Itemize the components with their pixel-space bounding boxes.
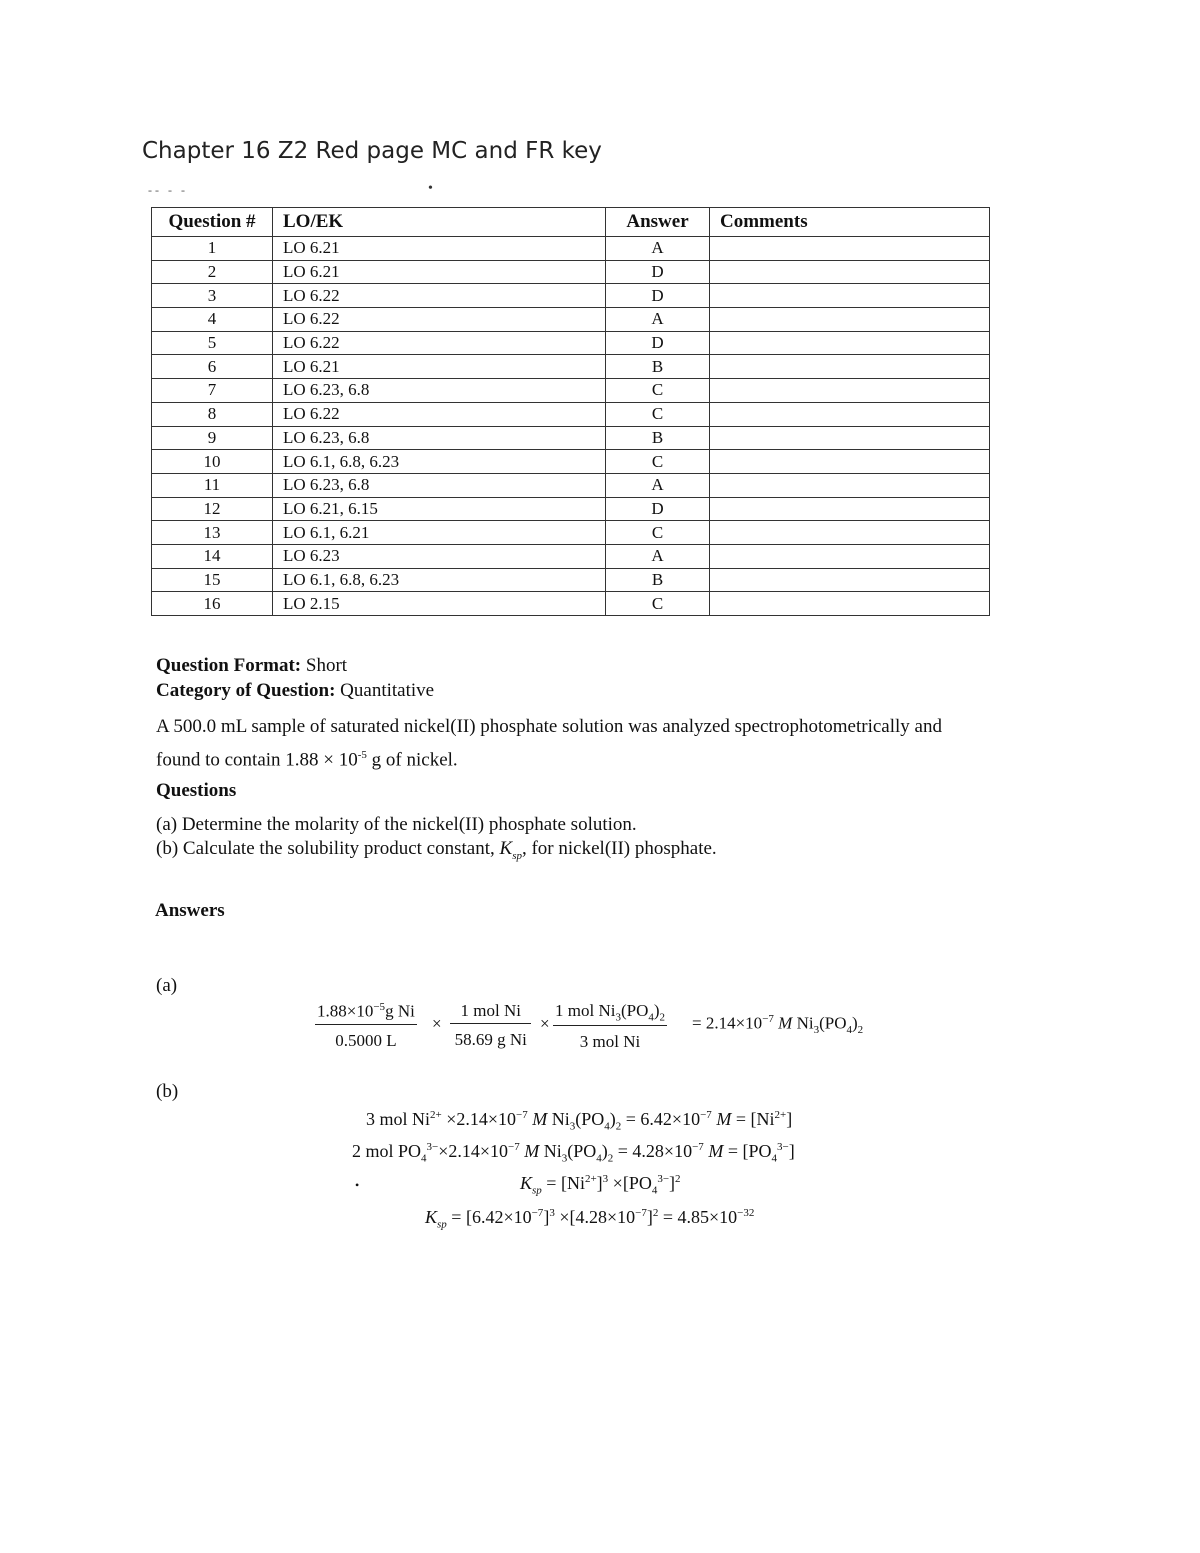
lo-ek-cell: LO 6.21	[273, 355, 606, 379]
header-answer: Answer	[606, 208, 710, 237]
question-number-cell: 11	[152, 473, 273, 497]
question-number-cell: 12	[152, 497, 273, 521]
equation-ni-conc: 3 mol $Ni^{2+} \times 2.14\times 10^{-7}$ M $Ni_3(PO_4)_2 = 6.42\times 10^{-7}$ $M = [Ni^{2+}]$	[366, 1109, 793, 1133]
question-format-value: Short	[305, 655, 348, 676]
table-row	[152, 426, 990, 450]
header-lo-ek: LO/EK	[273, 208, 606, 237]
question-number-cell: 5	[152, 331, 273, 355]
answer-cell: D	[606, 260, 710, 284]
times-symbol: ×	[432, 1014, 442, 1033]
table-row	[152, 473, 990, 497]
question-number-cell: 14	[152, 544, 273, 568]
lo-ek-cell: LO 6.23, 6.8	[273, 473, 606, 497]
table-row	[152, 379, 990, 403]
fraction-mole-ratio: 1 mol $Ni_3(PO_4)_2$ 3 mol Ni	[555, 1001, 666, 1052]
comments-cell	[710, 426, 990, 450]
answer-key-body	[152, 237, 990, 616]
lo-ek-cell: LO 6.1, 6.21	[273, 521, 606, 545]
answer-cell: C	[606, 521, 710, 545]
header-comments: Comments	[710, 208, 990, 237]
comments-cell	[710, 521, 990, 545]
question-number-cell: 2	[152, 260, 273, 284]
comments-cell	[710, 331, 990, 355]
equation-ksp-expression: $K_{sp} = [Ni^{2+}]^3 \times[PO_4^{3-}]^2$	[520, 1173, 681, 1197]
table-row	[152, 355, 990, 379]
comments-cell	[710, 592, 990, 616]
answer-cell: B	[606, 568, 710, 592]
lo-ek-cell: LO 6.1, 6.8, 6.23	[273, 568, 606, 592]
document-title: Chapter 16 Z2 Red page MC and FR key	[142, 138, 602, 164]
question-number-cell: 7	[152, 379, 273, 403]
lo-ek-cell: LO 6.23, 6.8	[273, 379, 606, 403]
comments-cell	[710, 544, 990, 568]
table-header-row	[152, 208, 990, 237]
comments-cell	[710, 355, 990, 379]
comments-cell	[710, 497, 990, 521]
stem-line-2: found to contain $1.88 \times 10^{-5}$ g of nickel.	[156, 749, 458, 771]
lo-ek-cell: LO 6.21, 6.15	[273, 497, 606, 521]
stem-line-1: A 500.0 mL sample of saturated nickel(II) phosphate solution was analyzed spectrophotometrically and	[156, 716, 942, 737]
equation-po4-conc: 2 mol $PO_4^{3-}\times 2.14\times 10^{-7}$ M $Ni_3(PO_4)_2 = 4.28\times 10^{-7}$ $M = [PO_4^{3-}]$	[352, 1141, 795, 1165]
comments-cell	[710, 284, 990, 308]
scan-artifact-dot: •	[428, 181, 433, 196]
table-row	[152, 450, 990, 474]
answer-cell: D	[606, 497, 710, 521]
table-row	[152, 497, 990, 521]
lo-ek-cell: LO 6.21	[273, 260, 606, 284]
comments-cell	[710, 473, 990, 497]
answer-cell: C	[606, 592, 710, 616]
question-a: (a) Determine the molarity of the nickel(II) phosphate solution.	[156, 814, 637, 835]
question-format: Question Format: Short	[156, 655, 348, 676]
answer-cell: D	[606, 331, 710, 355]
comments-cell	[710, 237, 990, 261]
answer-cell: C	[606, 450, 710, 474]
question-number-cell: 1	[152, 237, 273, 261]
answers-heading: Answers	[155, 900, 225, 921]
answer-cell: A	[606, 237, 710, 261]
table-row	[152, 592, 990, 616]
table-row	[152, 521, 990, 545]
question-number-cell: 8	[152, 402, 273, 426]
lo-ek-cell: LO 2.15	[273, 592, 606, 616]
question-number-cell: 16	[152, 592, 273, 616]
header-question: Question #	[152, 208, 273, 237]
table-row	[152, 568, 990, 592]
comments-cell	[710, 379, 990, 403]
table-row	[152, 308, 990, 332]
lo-ek-cell: LO 6.21	[273, 237, 606, 261]
answer-key-table	[151, 207, 990, 616]
answer-cell: D	[606, 284, 710, 308]
lo-ek-cell: LO 6.22	[273, 402, 606, 426]
table-row	[152, 237, 990, 261]
table-row	[152, 331, 990, 355]
answer-cell: B	[606, 355, 710, 379]
question-category-value: Quantitative	[340, 680, 435, 701]
fraction-mass-volume: $\frac{1.88\times 10^{-5}g Ni}{0.5000 L}$	[317, 1001, 415, 1050]
lo-ek-cell: LO 6.1, 6.8, 6.23	[273, 450, 606, 474]
table-row	[152, 260, 990, 284]
fraction-molar-mass: 1 mol Ni 58.69 g Ni	[452, 1001, 530, 1049]
answer-cell: A	[606, 473, 710, 497]
question-category: Category of Question: Quantitative	[156, 680, 435, 701]
question-number-cell: 10	[152, 450, 273, 474]
comments-cell	[710, 450, 990, 474]
part-a-result: = $2.14\times 10^{-7}$ M $Ni_3(PO_4)_2$	[692, 1013, 864, 1037]
times-symbol: ×	[540, 1014, 550, 1033]
question-number-cell: 6	[152, 355, 273, 379]
scan-artifact: -- - -	[148, 183, 188, 197]
question-number-cell: 13	[152, 521, 273, 545]
answer-cell: B	[606, 426, 710, 450]
part-b-label: (b)	[156, 1081, 179, 1102]
table-row	[152, 284, 990, 308]
answer-cell: A	[606, 308, 710, 332]
lo-ek-cell: LO 6.22	[273, 284, 606, 308]
question-stem	[156, 713, 1056, 774]
part-a-label: (a)	[156, 975, 178, 996]
question-number-cell: 4	[152, 308, 273, 332]
lo-ek-cell: LO 6.22	[273, 308, 606, 332]
question-b: (b) Calculate the solubility product constant, $K_{sp}$, for nickel(II) phosphate.	[156, 838, 717, 862]
answer-cell: C	[606, 402, 710, 426]
comments-cell	[710, 308, 990, 332]
questions-heading: Questions	[156, 780, 237, 801]
question-number-cell: 3	[152, 284, 273, 308]
comments-cell	[710, 402, 990, 426]
question-number-cell: 15	[152, 568, 273, 592]
comments-cell	[710, 260, 990, 284]
lo-ek-cell: LO 6.23	[273, 544, 606, 568]
answer-cell: A	[606, 544, 710, 568]
question-number-cell: 9	[152, 426, 273, 450]
answer-cell: C	[606, 379, 710, 403]
lo-ek-cell: LO 6.22	[273, 331, 606, 355]
table-row	[152, 402, 990, 426]
comments-cell	[710, 568, 990, 592]
lo-ek-cell: LO 6.23, 6.8	[273, 426, 606, 450]
equation-ksp-value: $K_{sp} = [6.42\times 10^{-7}]^3 \times[4.28\times 10^{-7}]^2 = 4.85\times 10^{-32}$	[425, 1207, 755, 1231]
table-row	[152, 544, 990, 568]
scan-artifact-dot: •	[355, 1178, 360, 1192]
